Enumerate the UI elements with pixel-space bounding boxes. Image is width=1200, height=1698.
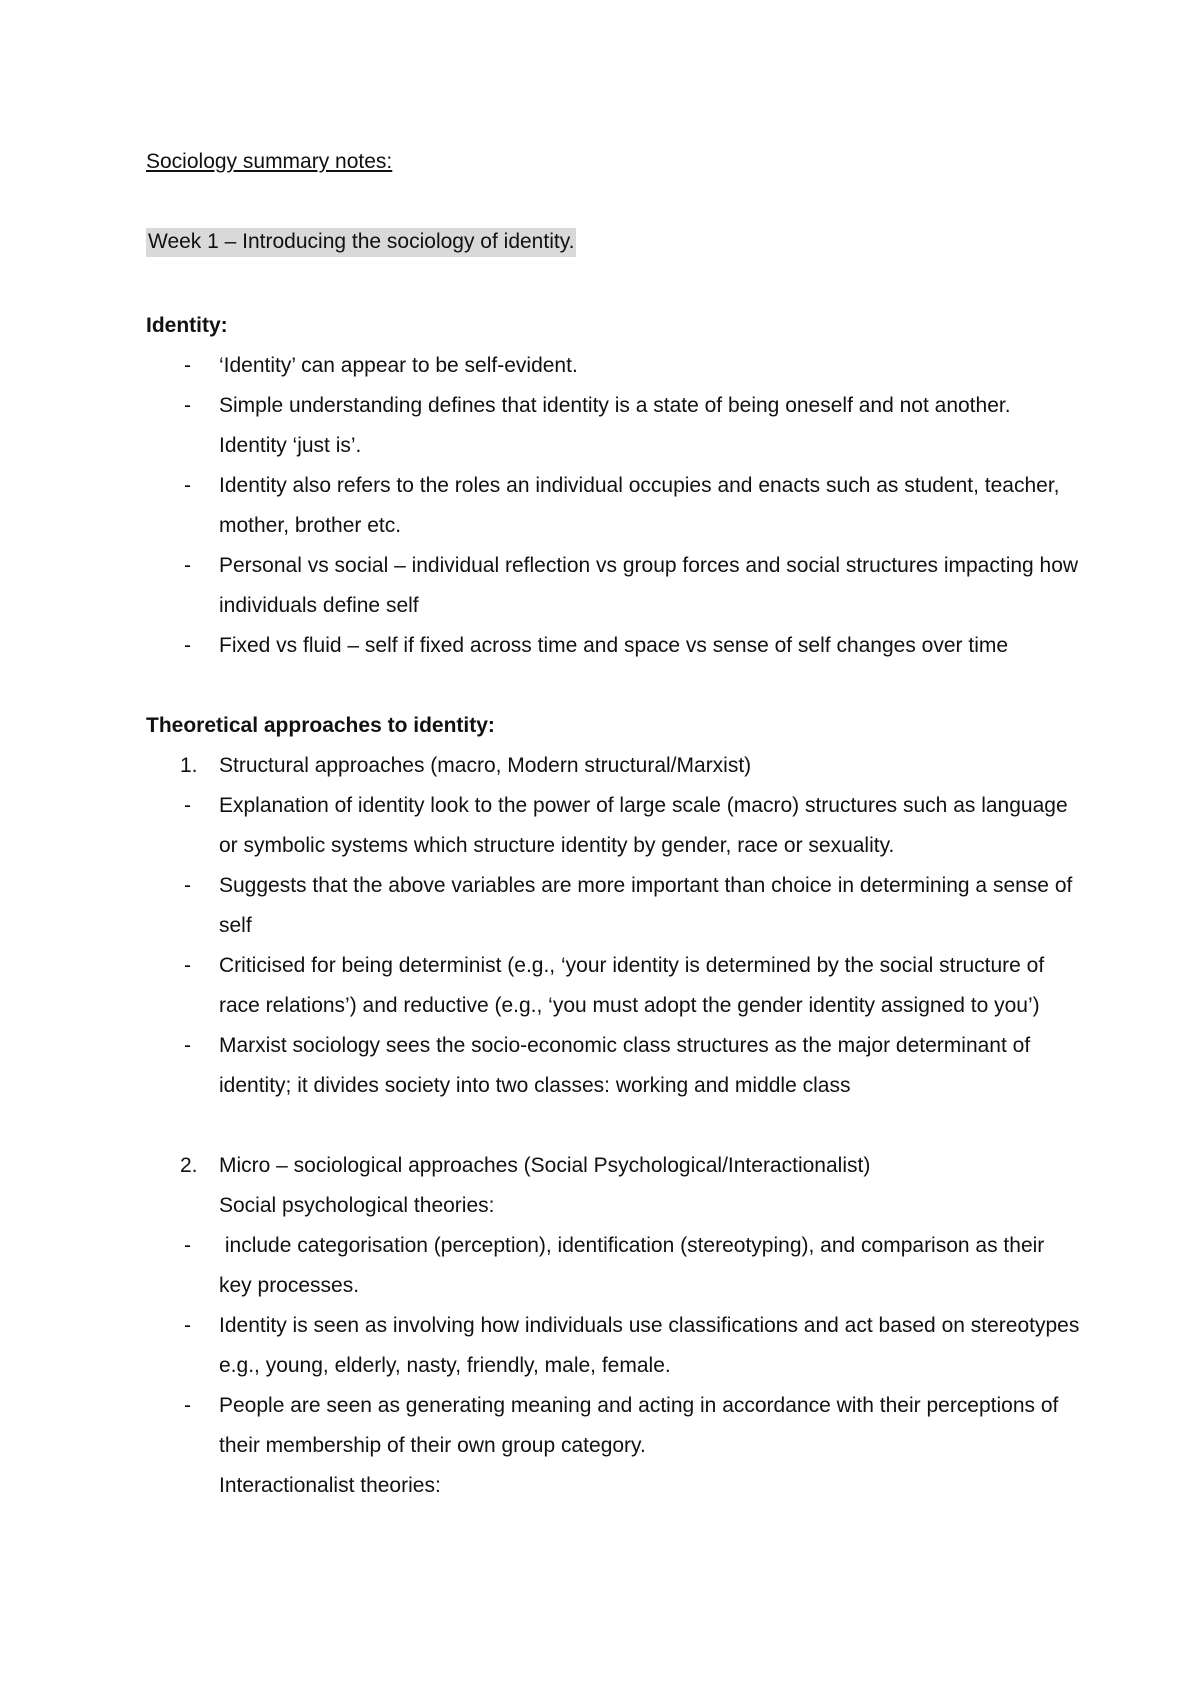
approach-1-title-text: Structural approaches (macro, Modern structural/Marxist) — [219, 754, 752, 777]
approach-1-bullet-text: Suggests that the above variables are more important than choice in determining a sense of self — [219, 874, 1073, 937]
approach-1-bullet-text: Criticised for being determinist (e.g., ‘your identity is determined by the social structure of race relations’) and reductive (e.g., ‘you must adopt the gender identity assigned to you’) — [219, 954, 1045, 1017]
identity-bullet — [146, 386, 1080, 466]
approach-2-bullet-text: Identity is seen as involving how individuals use classifications and act based on stereotypes e.g., young, elderly, nasty, friendly, male, female. — [219, 1314, 1080, 1377]
approach-1-bullet-list — [146, 786, 1080, 1106]
bullet-marker: - — [184, 794, 191, 817]
approach-1-number: 1. — [180, 754, 198, 777]
bullet-marker: - — [184, 954, 191, 977]
approach-1-bullet — [146, 1026, 1080, 1106]
approach-2-bullet-list — [146, 1226, 1080, 1466]
approach-1-bullet-text: Marxist sociology sees the socio-economic class structures as the major determinant of identity; it divides society into two classes: working and middle class — [219, 1034, 1031, 1097]
bullet-marker: - — [184, 554, 191, 577]
approach-1-bullet — [146, 866, 1080, 946]
document-title: Sociology summary notes: — [146, 150, 393, 173]
approach-2-title-text: Micro – sociological approaches (Social Psychological/Interactionalist) — [219, 1154, 871, 1177]
theoretical-heading: Theoretical approaches to identity: — [146, 714, 495, 737]
approach-2-bullet — [146, 1306, 1080, 1386]
approach-1-bullet-text: Explanation of identity look to the power of large scale (macro) structures such as language or symbolic systems which structure identity by gender, race or sexuality. — [219, 794, 1068, 857]
bullet-marker: - — [184, 1394, 191, 1417]
bullet-marker: - — [184, 394, 191, 417]
paragraph-gap — [146, 1106, 1080, 1146]
identity-bullet — [146, 546, 1080, 626]
approach-2-title — [146, 1146, 1080, 1186]
bullet-marker: - — [184, 474, 191, 497]
approach-1-bullet — [146, 786, 1080, 866]
identity-bullet-list — [146, 346, 1080, 666]
bullet-marker: - — [184, 1034, 191, 1057]
approach-2-bullet-text: People are seen as generating meaning and acting in accordance with their perceptions of their membership of their own group category. — [219, 1394, 1059, 1457]
approach-2-bullet-text: include categorisation (perception), identification (stereotyping), and comparison as their key processes. — [219, 1234, 1051, 1297]
identity-heading: Identity: — [146, 314, 228, 337]
approach-1-title — [146, 746, 1080, 786]
identity-bullet-text: ‘Identity’ can appear to be self-evident. — [219, 354, 578, 377]
bullet-marker: - — [184, 634, 191, 657]
bullet-marker: - — [184, 1314, 191, 1337]
identity-bullet — [146, 626, 1080, 666]
approach-1-bullet — [146, 946, 1080, 1026]
identity-bullet-text: Personal vs social – individual reflection vs group forces and social structures impacting how individuals define self — [219, 554, 1079, 617]
identity-bullet-text: Fixed vs fluid – self if fixed across time and space vs sense of self changes over time — [219, 634, 1009, 657]
identity-bullet-text: Identity also refers to the roles an individual occupies and enacts such as student, teacher, mother, brother etc. — [219, 474, 1060, 537]
bullet-marker: - — [184, 354, 191, 377]
identity-bullet — [146, 466, 1080, 546]
approach-2-number: 2. — [180, 1154, 198, 1177]
bullet-marker: - — [184, 874, 191, 897]
bullet-marker: - — [184, 1234, 191, 1257]
approach-2-bullet — [146, 1226, 1080, 1306]
approach-2-bullet — [146, 1386, 1080, 1466]
week-heading-highlight: Week 1 – Introducing the sociology of identity. — [146, 228, 576, 257]
identity-bullet-text: Simple understanding defines that identity is a state of being oneself and not another. Identity ‘just is’. — [219, 394, 1011, 457]
week-heading — [146, 226, 1080, 266]
identity-bullet — [146, 346, 1080, 386]
interactionalist-subheading: Interactionalist theories: — [219, 1474, 441, 1497]
social-psychological-subheading: Social psychological theories: — [219, 1194, 495, 1217]
